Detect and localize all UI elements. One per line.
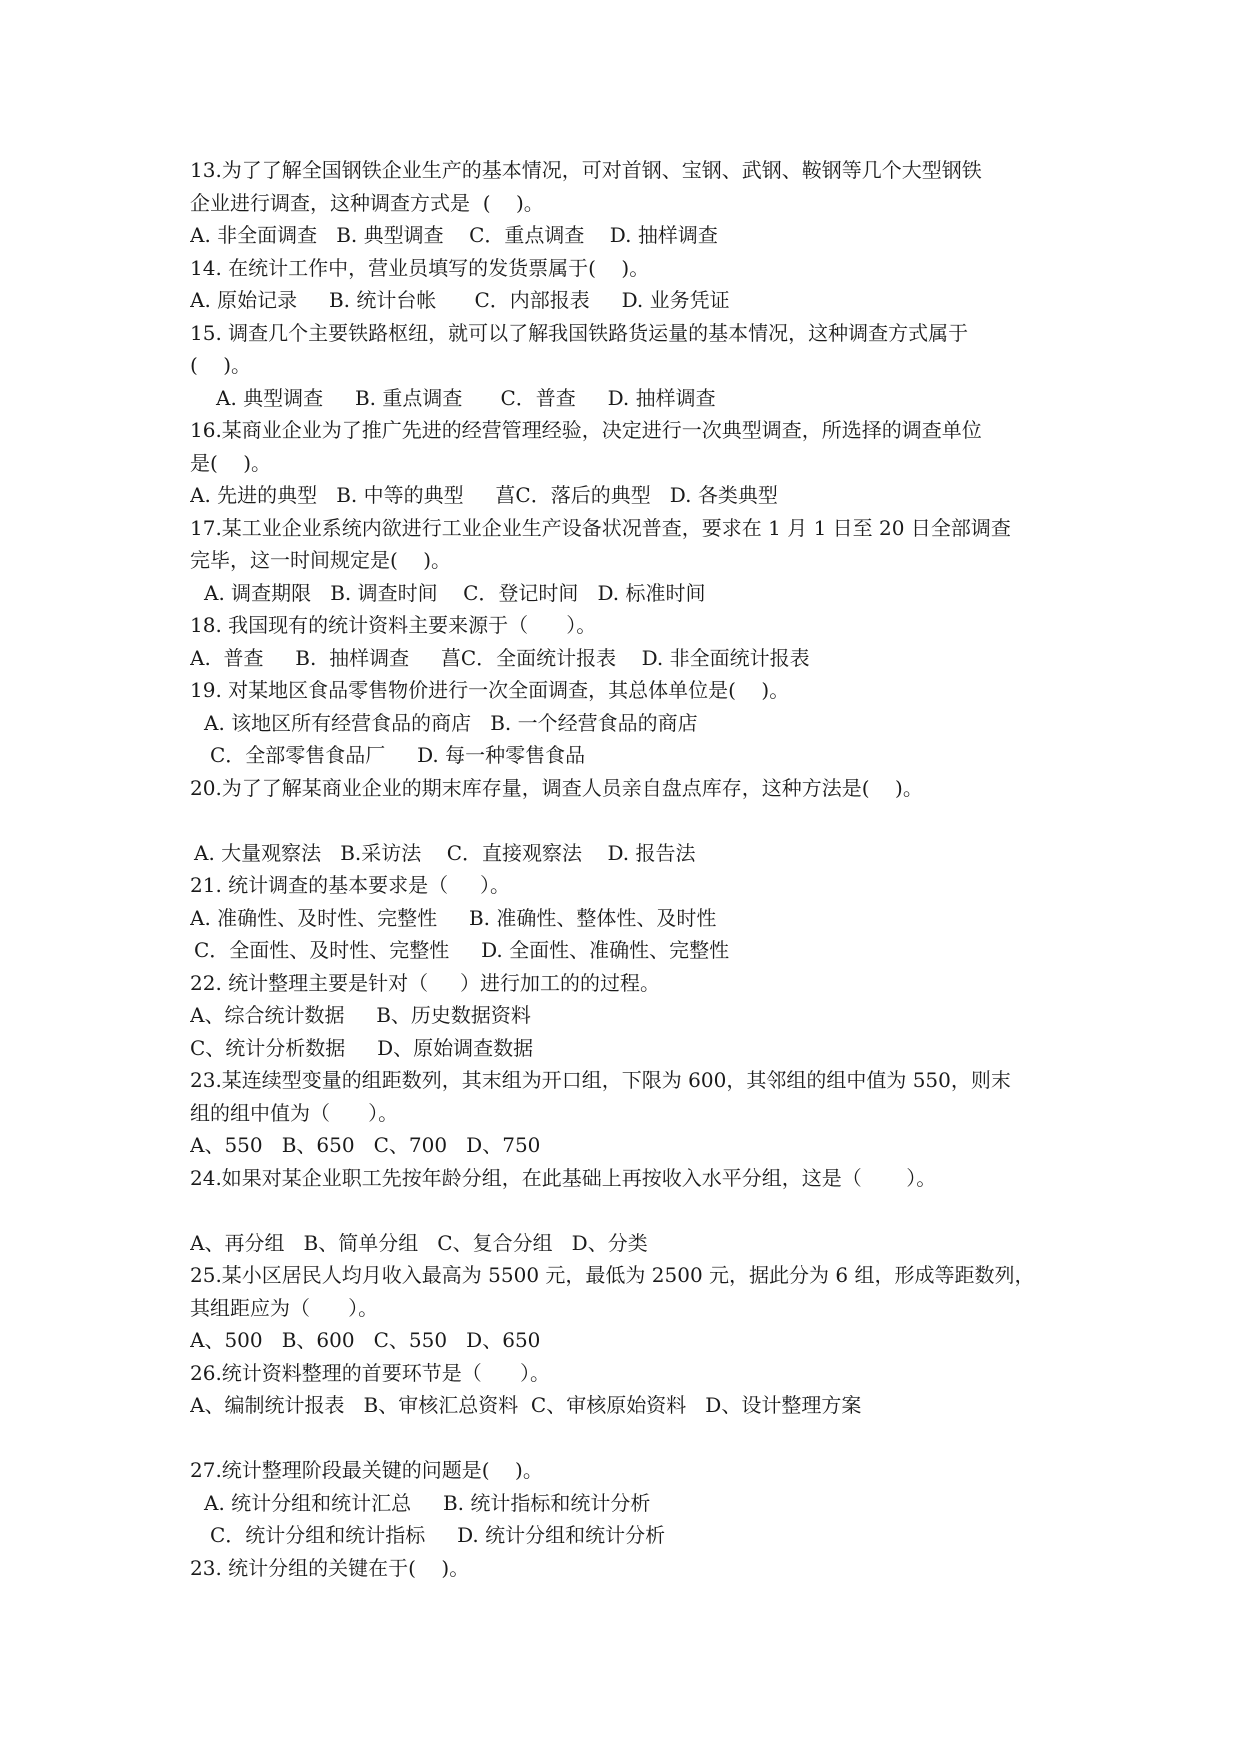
- text-line: A. 普查 B. 抽样调查 菖C．全面统计报表 D. 非全面统计报表: [190, 645, 810, 670]
- text-line: A. 典型调查 B. 重点调查 C．普查 D. 抽样调查: [216, 385, 716, 410]
- text-line: 25.某小区居民人均月收入最高为 5500 元，最低为 2500 元，据此分为 6 组，形成等距数列，: [190, 1263, 1035, 1287]
- text-line: 14. 在统计工作中，营业员填写的发货票属于( )。: [190, 255, 650, 280]
- text-line: 13.为了了解全国钢铁企业生产的基本情况，可对首钢、宝钢、武钢、鞍钢等几个大型钢铁: [190, 158, 982, 182]
- text-line: 21. 统计调查的基本要求是（ ）。: [190, 873, 510, 897]
- text-line: 18. 我国现有的统计资料主要来源于（ ）。: [190, 613, 597, 637]
- text-line: 其组距应为（ ）。: [190, 1295, 379, 1320]
- text-line: C、统计分析数据 D、原始调查数据: [190, 1035, 534, 1060]
- text-line: 组的组中值为（ ）。: [190, 1100, 399, 1125]
- text-line: A. 大量观察法 B.采访法 C．直接观察法 D. 报告法: [194, 840, 696, 865]
- text-line: 16.某商业企业为了推广先进的经营管理经验，决定进行一次典型调查，所选择的调查单位: [190, 418, 982, 442]
- text-line: A、500 B、600 C、550 D、650: [190, 1328, 541, 1352]
- question-list: [190, 154, 1070, 1584]
- text-line: C．全部零售食品厂 D. 每一种零售食品: [210, 743, 586, 767]
- text-line: A、550 B、650 C、700 D、750: [190, 1133, 541, 1157]
- text-line: A. 原始记录 B. 统计台帐 C．内部报表 D. 业务凭证: [190, 288, 730, 312]
- text-line: 23. 统计分组的关键在于( )。: [190, 1555, 470, 1580]
- text-line: 26.统计资料整理的首要环节是（ ）。: [190, 1360, 550, 1385]
- text-line: 22. 统计整理主要是针对（ ）进行加工的的过程。: [190, 970, 660, 995]
- text-line: A. 该地区所有经营食品的商店 B. 一个经营食品的商店: [204, 710, 698, 735]
- text-line: 是( )。: [190, 450, 272, 475]
- text-line: A. 非全面调查 B. 典型调查 C．重点调查 D. 抽样调查: [190, 223, 718, 247]
- text-line: 19. 对某地区食品零售物价进行一次全面调查，其总体单位是( )。: [190, 678, 790, 702]
- text-line: 24.如果对某企业职工先按年龄分组，在此基础上再按收入水平分组，这是（ ）。: [190, 1165, 937, 1190]
- text-line: A. 准确性、及时性、完整性 B. 准确性、整体性、及时性: [190, 905, 717, 930]
- blank-line: [190, 1422, 1070, 1455]
- blank-line: [190, 1194, 1070, 1227]
- text-line: A、再分组 B、简单分组 C、复合分组 D、分类: [190, 1230, 648, 1255]
- text-line: A、综合统计数据 B、历史数据资料: [190, 1003, 531, 1027]
- text-line: 完毕，这一时间规定是( )。: [190, 548, 452, 572]
- text-line: A、编制统计报表 B、审核汇总资料 C、审核原始资料 D、设计整理方案: [190, 1393, 862, 1417]
- text-line: 17.某工业企业系统内欲进行工业企业生产设备状况普查，要求在 1 月 1 日至 20 日全部调查: [190, 515, 1011, 540]
- text-line: C．统计分组和统计指标 D. 统计分组和统计分析: [210, 1523, 666, 1547]
- text-line: 20.为了了解某商业企业的期末库存量，调查人员亲自盘点库存，这种方法是( )。: [190, 775, 923, 800]
- text-line: 15. 调查几个主要铁路枢纽，就可以了解我国铁路货运量的基本情况，这种调查方式属于: [190, 320, 969, 345]
- text-line: A. 先进的典型 B. 中等的典型 菖C．落后的典型 D. 各类典型: [190, 483, 778, 507]
- text-line: 27.统计整理阶段最关键的问题是( )。: [190, 1458, 543, 1482]
- text-line: C．全面性、及时性、完整性 D. 全面性、准确性、完整性: [194, 938, 730, 962]
- text-line: A. 统计分组和统计汇总 B. 统计指标和统计分析: [204, 1490, 651, 1515]
- text-line: ( )。: [190, 353, 252, 377]
- blank-line: [190, 804, 1070, 837]
- text-line: 23.某连续型变量的组距数列，其末组为开口组，下限为 600，其邻组的组中值为 550，则末: [190, 1068, 1011, 1092]
- text-line: 企业进行调查，这种调查方式是 ( )。: [190, 190, 544, 215]
- text-line: A. 调查期限 B. 调查时间 C．登记时间 D. 标准时间: [204, 580, 706, 605]
